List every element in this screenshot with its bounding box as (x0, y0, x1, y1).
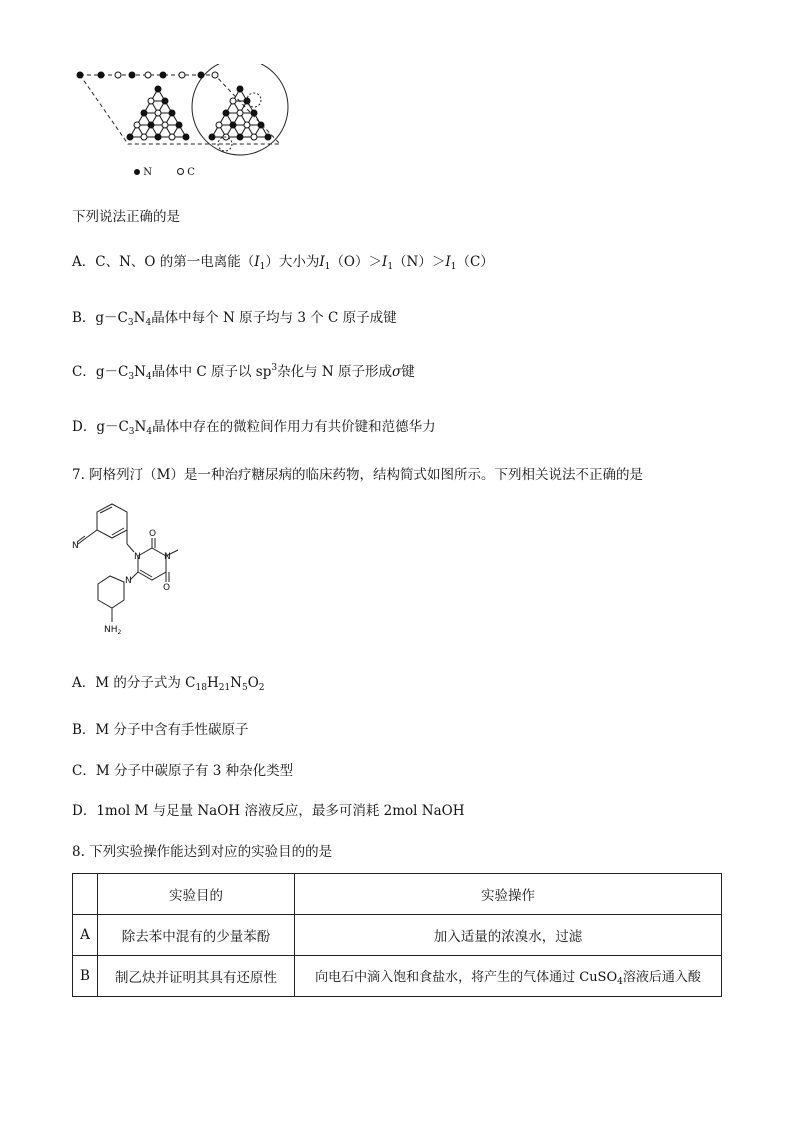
carbonyl-o1-label: O (149, 529, 157, 539)
carbon-atom (251, 134, 257, 140)
piperidine-n-label: N (125, 576, 132, 586)
nitrogen-atom (155, 134, 161, 140)
nitrogen-atom (198, 72, 204, 78)
row-goal: 除去苯中混有的少量苯酚 (98, 915, 295, 956)
legend-c: C (177, 167, 195, 178)
carbon-atom (212, 72, 218, 78)
q7-stem: 7. 阿格列汀（M）是一种治疗糖尿病的临床药物，结构简式如图所示。下列相关说法不正确的是 (72, 467, 643, 483)
nitrogen-atom (160, 72, 166, 78)
benzene-ring (97, 504, 127, 538)
nitrogen-atom (129, 72, 135, 78)
amine-label: $NH_2$ (104, 625, 122, 636)
nitrile-n-label: N (72, 541, 79, 551)
carbon-atom (179, 72, 185, 78)
carbon-atom (237, 110, 243, 116)
q6-option-c: C．$g-C_3N_4$晶体中 C 原子以 $sp^3$杂化与 N 原子形成σ键 (72, 363, 415, 382)
carbon-atom (244, 122, 250, 128)
nitrogen-atom (127, 134, 133, 140)
q7-option-d: D．1mol M 与足量 NaOH 溶液反应，最多可消耗 2mol NaOH (72, 803, 465, 819)
legend-n: N (134, 167, 152, 178)
header-goal: 实验目的 (98, 874, 295, 915)
table-header-row (73, 874, 722, 915)
nitrogen-atom (209, 134, 215, 140)
carbon-atom (216, 122, 222, 128)
q6-option-a: A．C、N、O 的第一电离能$(I_1)$大小为$I_1(O)>I_1(N)>I_1(C)$ (72, 254, 494, 272)
q7-option-b: B．M 分子中含有手性碳原子 (72, 722, 249, 738)
nitrogen-atom (223, 110, 229, 116)
row-goal: 制乙炔并证明其具有还原性 (98, 956, 295, 997)
nitrogen-atom (251, 110, 257, 116)
carbon-atom (162, 122, 168, 128)
carbon-atom (134, 122, 140, 128)
nitrogen-atom (98, 72, 104, 78)
carbon-atom (148, 98, 154, 104)
q6-option-b: B．$g-C_3N_4$晶体中每个 N 原子均与 3 个 C 原子成键 (72, 310, 397, 328)
top-row-atoms (77, 72, 218, 78)
row-label: A (73, 915, 98, 956)
nitrogen-atom (183, 134, 189, 140)
nitrogen-atom (155, 86, 161, 92)
unit-cell-outline (80, 75, 280, 144)
carbon-atom (141, 134, 147, 140)
q7-option-a: A．M 的分子式为 $C_{18}H_{21}N_5O_2$ (72, 675, 265, 693)
row-operation: 加入适量的浓溴水，过滤 (295, 915, 722, 956)
carbonyl-o2-label: O (163, 583, 171, 593)
nitrogen-atom (162, 98, 168, 104)
row-label: B (73, 956, 98, 997)
nitrogen-atom (230, 122, 236, 128)
nitrogen-atom (141, 110, 147, 116)
q7-option-c: C．M 分子中碳原子有 3 种杂化类型 (72, 763, 294, 779)
experiment-table (72, 873, 722, 997)
nitrogen-atom (237, 86, 243, 92)
header-operation: 实验操作 (295, 874, 722, 915)
header-blank (73, 874, 98, 915)
ring-n3-label: N (164, 552, 171, 562)
triazine-unit-left (127, 86, 189, 140)
q6-stem: 下列说法正确的是 (72, 209, 180, 225)
g-c3n4-structure-figure (70, 64, 292, 168)
alogliptin-structure-figure (72, 500, 192, 640)
carbon-atom (169, 134, 175, 140)
row-operation: 向电石中滴入饱和食盐水，将产生的气体通过 CuSO$_4$溶液后通入酸 (295, 956, 722, 997)
carbon-atom (145, 72, 151, 78)
nitrogen-atom (169, 110, 175, 116)
nitrogen-atom (258, 122, 264, 128)
hollow-dot-icon (177, 168, 184, 175)
piperidine-ring (98, 576, 124, 608)
triazine-unit-right (209, 86, 271, 140)
q8-stem: 8. 下列实验操作能达到对应的实验目的的是 (72, 844, 333, 860)
table-row (73, 915, 722, 956)
carbon-atom (155, 110, 161, 116)
table-row (73, 956, 722, 997)
nitrogen-atom (148, 122, 154, 128)
nitrogen-atom (265, 134, 271, 140)
pyrimidine-ring (138, 548, 166, 580)
ring-n1-label: N (134, 552, 141, 562)
nitrogen-atom (237, 134, 243, 140)
carbon-atom (115, 72, 121, 78)
q6-option-d: D．$g-C_3N_4$晶体中存在的微粒间作用力有共价键和范德华力 (72, 419, 436, 437)
nitrogen-atom (176, 122, 182, 128)
nitrogen-atom (77, 72, 83, 78)
filled-dot-icon (134, 169, 140, 175)
carbon-atom (230, 98, 236, 104)
